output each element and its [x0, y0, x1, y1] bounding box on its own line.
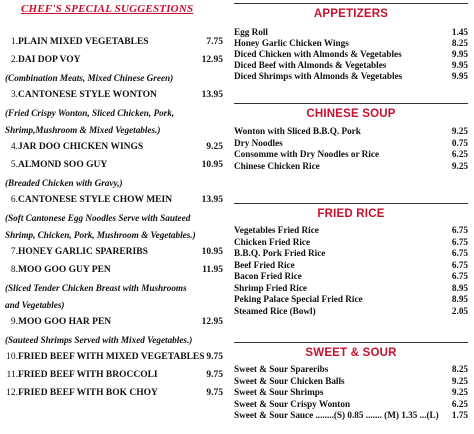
chef-item-number: 9.: [10, 317, 18, 327]
chef-item-row: [5, 53, 223, 67]
sour-item-price: 1.75: [451, 410, 468, 420]
appetizers-item-row: [234, 38, 468, 49]
rice-item-row: [234, 237, 468, 248]
soup-item-price: 9.25: [451, 126, 468, 136]
appetizers-item-price: 9.95: [451, 71, 468, 81]
sour-item-row: [234, 376, 468, 387]
chef-item-name: PLAIN MIXED VEGETABLES: [18, 37, 149, 47]
appetizers-item-name: Diced Shrimps with Almonds & Vegetables: [234, 71, 403, 81]
right-menu-column: [234, 3, 468, 434]
chef-item-price: 9.25: [206, 142, 223, 152]
chef-item-price: 12.95: [201, 55, 223, 65]
rice-item-name: B.B.Q. Pork Fried Rice: [234, 248, 326, 258]
appetizers-item-price: 8.25: [451, 38, 468, 48]
sour-item-row: [234, 364, 468, 375]
sour-item-price: 6.25: [451, 398, 468, 409]
rice-item-name: Bacon Fried Rice: [234, 271, 302, 281]
appetizers-divider: [234, 3, 468, 4]
soup-item-row: [234, 149, 468, 160]
chef-item-number: 5.: [10, 160, 18, 170]
appetizers-item-name: Diced Chicken with Almonds & Vegetables: [234, 49, 402, 59]
chef-item-name: FRIED BEEF WITH BROCCOLI: [18, 370, 158, 380]
chef-item-description: Shrimp,Mushroom & Mixed Vegetables.): [5, 125, 161, 135]
chef-item-price: 7.75: [206, 37, 223, 47]
appetizers-item-price: 9.95: [451, 49, 468, 59]
rice-item-row: [234, 306, 468, 317]
chef-item-price: 10.95: [201, 160, 223, 170]
chef-item-name: MOO GOO HAR PEN: [18, 317, 112, 327]
chef-item-row: [5, 35, 223, 49]
rice-item-name: Beef Fried Rice: [234, 259, 295, 270]
soup-item-name: Chinese Chicken Rice: [234, 161, 320, 172]
soup-item-name: Wonton with Sliced B.B.Q. Pork: [234, 126, 361, 136]
chef-item-name: MOO GOO GUY PEN: [18, 265, 111, 275]
sour-section-title: SWEET & SOUR: [305, 347, 397, 359]
rice-item-row: [234, 283, 468, 294]
chef-item-number: 8.: [10, 265, 18, 275]
chef-item-description: Shrimp, Chicken, Pork, Mushroom & Vegetables.): [5, 230, 196, 240]
appetizers-item-row: [234, 49, 468, 60]
rice-item-name: Chicken Fried Rice: [234, 236, 311, 247]
sour-item-name: Sweet & Sour Crispy Wonton: [234, 398, 351, 409]
chef-item-description: (Sauteed Shrimps Served with Mixed Vegetables.): [5, 335, 193, 345]
rice-item-price: 8.95: [451, 294, 468, 304]
soup-section-title: CHINESE SOUP: [306, 108, 396, 120]
chef-item-row: [5, 386, 223, 400]
soup-item-price: 6.25: [451, 149, 468, 160]
chef-item-number: 3.: [10, 90, 18, 100]
appetizers-item-name: Honey Garlic Chicken Wings: [234, 38, 349, 48]
rice-item-price: 6.75: [451, 248, 468, 258]
rice-item-name: Steamed Rice (Bowl): [234, 305, 316, 316]
chef-item-row: [5, 158, 223, 172]
sour-item-price: 9.25: [451, 375, 468, 386]
sour-item-price: 8.25: [451, 364, 468, 374]
sour-item-row: [234, 410, 468, 421]
chef-special-title: CHEF'S SPECIAL SUGGESTIONS: [21, 3, 194, 15]
sour-item-name: Sweet & Sour Spareribs: [234, 364, 329, 374]
soup-item-price: 9.25: [451, 161, 468, 172]
chef-item-number: 11.: [6, 370, 18, 380]
chef-item-price: 10.95: [201, 247, 223, 257]
chef-item-row: [5, 350, 223, 364]
rice-item-price: 6.75: [451, 259, 468, 270]
sour-item-name: Sweet & Sour Sauce ........(S) 0.85 ....... (M) 1.35 ...(L): [234, 410, 439, 420]
chef-item-name: DAI DOP VOY: [18, 55, 81, 65]
chef-item-number: 12.: [6, 388, 18, 398]
chef-item-description: (Soft Cantonese Egg Noodles Serve with Sauteed: [5, 213, 191, 223]
sour-item-name: Sweet & Sour Shrimps: [234, 387, 324, 397]
chef-item-row: [5, 315, 223, 329]
appetizers-item-row: [234, 27, 468, 38]
chef-item-price: 9.75: [206, 352, 223, 362]
soup-divider: [234, 103, 468, 104]
rice-item-price: 2.05: [451, 305, 468, 316]
appetizers-item-price: 9.95: [451, 60, 468, 70]
sour-item-row: [234, 399, 468, 410]
chef-item-price: 9.75: [206, 370, 223, 380]
chef-item-description: (Sliced Tender Chicken Breast with Mushrooms: [5, 283, 187, 293]
chef-item-row: [5, 193, 223, 207]
chef-item-number: 1.: [10, 37, 18, 47]
sour-item-price: 9.25: [451, 387, 468, 397]
rice-item-name: Vegetables Fried Rice: [234, 225, 319, 235]
chef-item-number: 10.: [6, 352, 18, 362]
rice-divider: [234, 203, 468, 204]
rice-item-row: [234, 225, 468, 236]
rice-item-name: Peking Palace Special Fried Rice: [234, 294, 363, 304]
rice-section-title: FRIED RICE: [317, 208, 385, 220]
chef-item-name: CANTONESE STYLE WONTON: [18, 90, 157, 100]
chef-item-number: 7.: [10, 247, 18, 257]
appetizers-item-row: [234, 60, 468, 71]
chef-item-number: 6.: [10, 195, 18, 205]
rice-item-price: 8.95: [451, 282, 468, 293]
appetizers-item-price: 1.45: [451, 27, 468, 37]
soup-item-row: [234, 126, 468, 137]
chef-item-price: 12.95: [201, 317, 223, 327]
sour-item-row: [234, 387, 468, 398]
rice-item-price: 6.75: [451, 236, 468, 247]
chef-item-row: [5, 245, 223, 259]
soup-item-price: 0.75: [451, 137, 468, 148]
soup-item-row: [234, 138, 468, 149]
chef-item-description: (Combination Meats, Mixed Chinese Green): [5, 73, 174, 83]
soup-item-row: [234, 161, 468, 172]
chef-item-name: CANTONESE STYLE CHOW MEIN: [18, 195, 173, 205]
sour-item-name: Sweet & Sour Chicken Balls: [234, 375, 345, 386]
appetizers-item-name: Egg Roll: [234, 27, 268, 37]
chef-item-number: 4.: [10, 142, 18, 152]
chef-item-description: (Breaded Chicken with Gravy,): [5, 178, 123, 188]
chef-item-description: and Vegetables): [5, 300, 65, 310]
appetizers-item-name: Diced Beef with Almonds & Vegetables: [234, 60, 387, 70]
rice-item-name: Shrimp Fried Rice: [234, 282, 307, 293]
chef-item-name: HONEY GARLIC SPARERIBS: [18, 247, 148, 257]
chef-item-row: [5, 368, 223, 382]
rice-item-price: 6.75: [451, 225, 468, 235]
chef-item-price: 9.75: [206, 388, 223, 398]
chef-special-panel: [5, 3, 223, 434]
chef-item-price: 11.95: [202, 265, 223, 275]
rice-item-row: [234, 260, 468, 271]
chef-item-price: 13.95: [201, 195, 223, 205]
chef-item-name: ALMOND SOO GUY: [18, 160, 108, 170]
chef-item-name: JAR DOO CHICKEN WINGS: [18, 142, 144, 152]
chef-item-number: 2.: [10, 55, 18, 65]
appetizers-section-title: APPETIZERS: [313, 8, 389, 20]
chef-item-price: 13.95: [201, 90, 223, 100]
soup-item-name: Consomme with Dry Noodles or Rice: [234, 149, 380, 160]
chef-item-name: FRIED BEEF WITH BOK CHOY: [18, 388, 158, 398]
chef-item-row: [5, 263, 223, 277]
chef-item-row: [5, 140, 223, 154]
rice-item-row: [234, 248, 468, 259]
rice-item-row: [234, 271, 468, 282]
sour-divider: [234, 342, 468, 343]
rice-item-row: [234, 294, 468, 305]
chef-item-description: (Fried Crispy Wonton, Sliced Chicken, Pork,: [5, 108, 175, 118]
appetizers-item-row: [234, 71, 468, 82]
chef-item-name: FRIED BEEF WITH MIXED VEGETABLES: [18, 352, 205, 362]
rice-item-price: 6.75: [451, 271, 468, 281]
chef-item-row: [5, 88, 223, 102]
soup-item-name: Dry Noodles: [234, 137, 283, 148]
